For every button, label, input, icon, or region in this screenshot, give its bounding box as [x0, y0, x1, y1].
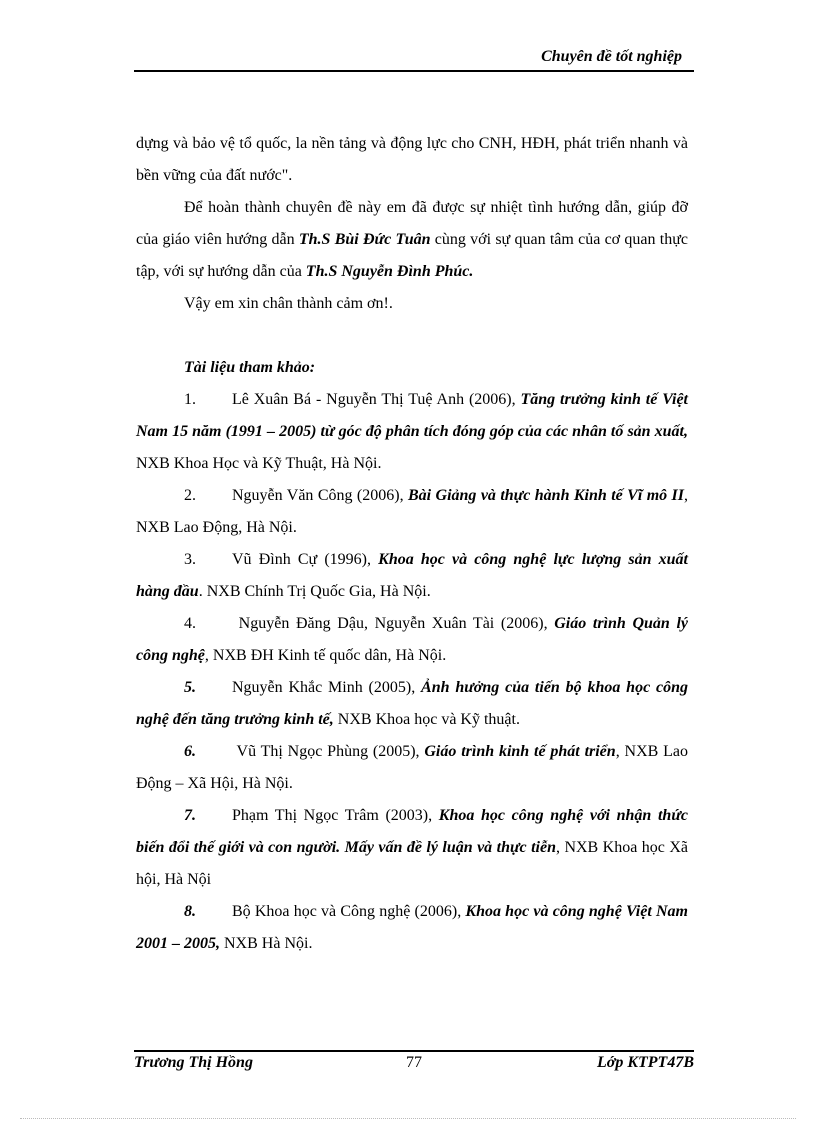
- header-rule: [134, 70, 694, 72]
- reference-number: 5.: [184, 679, 196, 696]
- reference-item: [136, 896, 688, 960]
- reference-number: 8.: [184, 903, 196, 920]
- reference-title: Giáo trình kinh tế phát triển: [424, 743, 616, 760]
- reference-authors: Vũ Đình Cự (1996),: [232, 551, 379, 568]
- paragraph-thanks: Vậy em xin chân thành cảm ơn!.: [184, 295, 393, 312]
- reference-publisher: NXB Khoa học và Kỹ thuật.: [333, 711, 520, 728]
- reference-item: [136, 608, 688, 672]
- reference-authors: Nguyễn Văn Công (2006),: [232, 487, 408, 504]
- reference-title: Khoa học và công nghệ lực lượng sản xuất hàng đầu: [136, 551, 688, 600]
- reference-title: Bài Giảng và thực hành Kinh tế Vĩ mô II: [408, 487, 684, 504]
- reference-publisher: , NXB Lao Động, Hà Nội.: [136, 487, 688, 536]
- reference-title: Giáo trình Quản lý công nghệ: [136, 615, 688, 664]
- reference-authors: Lê Xuân Bá - Nguyễn Thị Tuệ Anh (2006),: [232, 391, 521, 408]
- footer-author: Trương Thị Hồng: [134, 1054, 253, 1071]
- reference-number: 3.: [184, 551, 196, 568]
- document-body: [136, 128, 688, 960]
- reference-item: [136, 384, 688, 480]
- reference-number: 4.: [184, 615, 196, 632]
- reference-item: [136, 800, 688, 896]
- reference-number: 6.: [184, 743, 196, 760]
- references-heading: Tài liệu tham khảo:: [184, 359, 316, 376]
- ack-text-b: cùng với sự quan tâm của cơ quan thực tập, với sự hướng dẫn của: [136, 231, 689, 280]
- ack-text-a: Để hoàn thành chuyên đề này em đã được sự nhiệt tình hướng dẫn, giúp đỡ của giáo viên hướng dẫn: [136, 199, 688, 248]
- page-number: 77: [406, 1054, 422, 1071]
- reference-publisher: , NXB ĐH Kinh tế quốc dân, Hà Nội.: [204, 647, 447, 664]
- reference-authors: Bộ Khoa học và Công nghệ (2006),: [232, 903, 466, 920]
- reference-publisher: NXB Khoa Học và Kỹ Thuật, Hà Nội.: [136, 455, 382, 472]
- reference-item: [136, 480, 688, 544]
- spacer: [136, 320, 688, 352]
- reference-number: 7.: [184, 807, 196, 824]
- reference-authors: Vũ Thị Ngọc Phùng (2005),: [232, 743, 425, 760]
- mentor-name: Th.S Nguyễn Đình Phúc.: [305, 263, 474, 280]
- reference-item: [136, 544, 688, 608]
- reference-number: 1.: [184, 391, 196, 408]
- supervisor-name: Th.S Bùi Đức Tuân: [298, 231, 431, 248]
- reference-publisher: , NXB Lao Động – Xã Hội, Hà Nội.: [136, 743, 688, 792]
- reference-title: Tăng trưởng kinh tế Việt Nam 15 năm (1991 – 2005) từ góc độ phân tích đóng góp của các nhân tố sản xuất,: [136, 391, 689, 440]
- footer-class: Lớp KTPT47B: [596, 1054, 694, 1071]
- reference-authors: Phạm Thị Ngọc Trâm (2003),: [232, 807, 439, 824]
- reference-publisher: . NXB Chính Trị Quốc Gia, Hà Nội.: [198, 583, 431, 600]
- reference-publisher: NXB Hà Nội.: [220, 935, 313, 952]
- reference-item: [136, 736, 688, 800]
- reference-title: Ảnh hưởng của tiến bộ khoa học công nghệ đến tăng trưởng kinh tế,: [136, 679, 688, 728]
- reference-title: Khoa học và công nghệ Việt Nam 2001 – 2005,: [136, 903, 688, 952]
- reference-title: Khoa học công nghệ với nhận thức biến đổi thế giới và con người. Mấy vấn đề lý luận và thực tiễn: [136, 807, 689, 856]
- footer-rule: [134, 1050, 694, 1052]
- page-edge-divider: [20, 1118, 796, 1119]
- reference-publisher: , NXB Khoa học Xã hội, Hà Nội: [136, 839, 689, 888]
- paragraph-1: dựng và bảo vệ tổ quốc, la nền tảng và động lực cho CNH, HĐH, phát triển nhanh và bền vững của đất nước".: [136, 135, 688, 184]
- reference-number: 2.: [184, 487, 196, 504]
- paragraph-acknowledgement: [136, 192, 688, 288]
- header-title: Chuyên đề tốt nghiệp: [541, 48, 682, 65]
- reference-authors: Nguyễn Khắc Minh (2005),: [232, 679, 422, 696]
- reference-item: [136, 672, 688, 736]
- reference-authors: Nguyễn Đăng Dậu, Nguyễn Xuân Tài (2006),: [232, 615, 555, 632]
